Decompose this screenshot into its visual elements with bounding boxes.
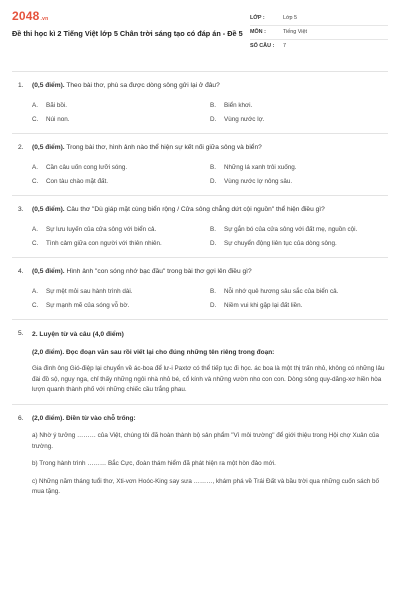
fill-in-items bbox=[12, 431, 388, 497]
meta-row-grade bbox=[250, 12, 388, 26]
logo-main: 2048 bbox=[12, 9, 40, 23]
meta-value: Tiếng Việt bbox=[283, 28, 307, 35]
fill-item-a: a) Nhờ ý tưởng ……… của Việt, chúng tôi đã hoàn thành bộ sản phẩm "Vì môi trường" để giới thiệu trong Hội chợ Xuân của trường. bbox=[32, 432, 380, 450]
answer-option-d[interactable] bbox=[210, 240, 388, 249]
answer-options bbox=[12, 288, 388, 311]
answer-letter: C. bbox=[32, 240, 39, 248]
meta-value: Lớp 5 bbox=[283, 14, 298, 21]
answer-letter: B. bbox=[210, 225, 216, 233]
header-left bbox=[12, 8, 250, 40]
answer-letter: A. bbox=[32, 101, 38, 109]
answer-option-d[interactable] bbox=[210, 116, 388, 125]
question-text bbox=[32, 206, 388, 215]
meta-row-subject bbox=[250, 26, 388, 40]
question-number: 4. bbox=[18, 267, 24, 275]
question-5 bbox=[12, 320, 388, 405]
meta-value: 7 bbox=[283, 43, 286, 50]
question-5-content bbox=[12, 349, 388, 396]
answer-letter: D. bbox=[210, 240, 217, 248]
answer-letter: D. bbox=[210, 178, 217, 186]
answer-option-c[interactable] bbox=[32, 302, 210, 311]
question-number: 1. bbox=[18, 82, 24, 89]
question-number: 2. bbox=[18, 143, 24, 151]
answer-text: Bãi bồi. bbox=[46, 101, 68, 109]
answer-text: Vùng nước lợ. bbox=[224, 116, 265, 124]
question-instruction: (2,0 điểm). Điền từ vào chỗ trống: bbox=[32, 414, 136, 422]
answer-option-c[interactable] bbox=[32, 178, 210, 187]
question-number: 5. bbox=[18, 329, 24, 337]
answer-text: Sự gắn bó của cửa sông với đất mẹ, nguồn cội. bbox=[224, 225, 358, 233]
question-2 bbox=[12, 134, 388, 196]
answer-text: Con tàu chào mặt đất. bbox=[46, 178, 108, 186]
answer-letter: A. bbox=[32, 287, 38, 295]
answer-letter: D. bbox=[210, 302, 217, 310]
question-body: Theo bài thơ, phù sa được dòng sông gửi lại ở đâu? bbox=[64, 82, 220, 89]
answer-option-a[interactable] bbox=[32, 226, 210, 235]
answer-letter: A. bbox=[32, 225, 38, 233]
answer-letter: C. bbox=[32, 302, 39, 310]
answer-letter: D. bbox=[210, 116, 217, 124]
question-points: (0,5 điểm). bbox=[32, 267, 65, 275]
answer-letter: B. bbox=[210, 163, 216, 171]
answer-text: Sự chuyển động liên tục của dòng sông. bbox=[224, 240, 337, 248]
answer-text: Sự mệt mỏi sau hành trình dài. bbox=[46, 287, 133, 295]
question-3 bbox=[12, 196, 388, 258]
answer-text: Vùng nước lợ nông sâu. bbox=[224, 178, 293, 186]
exam-meta bbox=[250, 12, 388, 54]
question-points: (0,5 điểm). bbox=[32, 82, 65, 89]
question-text bbox=[32, 82, 388, 91]
answer-text: Biển khơi. bbox=[224, 101, 253, 109]
answer-option-b[interactable] bbox=[210, 164, 388, 173]
answer-letter: C. bbox=[32, 178, 39, 186]
meta-row-count bbox=[250, 40, 388, 54]
section-heading bbox=[12, 330, 388, 339]
answer-options bbox=[12, 102, 388, 125]
answer-letter: C. bbox=[32, 116, 39, 124]
page-header bbox=[12, 8, 388, 72]
question-1 bbox=[12, 72, 388, 134]
answer-text: Cần câu uốn cong lưỡi sóng. bbox=[46, 163, 128, 171]
page-title: Đề thi học kì 2 Tiếng Việt lớp 5 Chân trời sáng tạo có đáp án - Đề 5 bbox=[12, 29, 243, 39]
answer-text: Những lá xanh trôi xuống. bbox=[224, 163, 297, 171]
answer-option-d[interactable] bbox=[210, 302, 388, 311]
answer-letter: A. bbox=[32, 163, 38, 171]
question-4 bbox=[12, 258, 388, 320]
answer-options bbox=[12, 226, 388, 249]
reading-passage: Gia đình ông Gió-điệp lại chuyển về ác-boa để lư-i Paxtơ có thể tiếp tục đi học. ác boa là một thị trấn nhỏ, không có những lâu đài đồ sộ, nguy nga, chỉ thấy những ngôi nhà nhỏ bé, cổ kính và những vườn nho con con. Dòng sông quy-dăng-xơ hiền hòa lượn quanh thành phố với những chiếc cầu trắng phau. bbox=[32, 365, 385, 394]
question-number: 3. bbox=[18, 205, 24, 213]
question-body: Hình ảnh "con sóng nhớ bạc đầu" trong bài thơ gợi lên điều gì? bbox=[64, 267, 252, 275]
answer-options bbox=[12, 164, 388, 187]
question-text bbox=[32, 268, 388, 277]
question-body: Trong bài thơ, hình ảnh nào thể hiện sự kết nối giữa sông và biển? bbox=[64, 143, 262, 151]
answer-text: Niềm vui khi gặp lại đất liền. bbox=[224, 302, 303, 310]
answer-option-d[interactable] bbox=[210, 178, 388, 187]
answer-option-b[interactable] bbox=[210, 102, 388, 111]
fill-item-b: b) Trong hành trình ……… Bắc Cực, đoàn thám hiểm đã phát hiện ra một hòn đảo mới. bbox=[32, 460, 276, 468]
meta-label: SỐ CÂU : bbox=[250, 43, 275, 50]
answer-option-b[interactable] bbox=[210, 226, 388, 235]
answer-text: Tình cảm giữa con người với thiên nhiên. bbox=[46, 240, 162, 248]
answer-text: Sự mạnh mẽ của sóng vỗ bờ. bbox=[46, 302, 130, 310]
answer-option-b[interactable] bbox=[210, 288, 388, 297]
question-6 bbox=[12, 405, 388, 506]
answer-option-c[interactable] bbox=[32, 116, 210, 125]
question-number: 6. bbox=[18, 414, 24, 422]
logo-suffix: .vn bbox=[40, 16, 49, 22]
question-points: (0,5 điểm). bbox=[32, 205, 65, 213]
question-instruction: (2,0 điểm). Đọc đoạn văn sau rồi viết lại cho đúng những tên riêng trong đoạn: bbox=[32, 348, 275, 356]
meta-label: LỚP : bbox=[250, 14, 265, 21]
fill-item-c: c) Những năm tháng tuổi thơ, Xti-vơn Hoóc-King say sưa ………, khám phá về Trái Đất và bầu trời qua những cuốn sách bố mua tặng. bbox=[32, 477, 380, 495]
meta-label: MÔN : bbox=[250, 28, 266, 35]
section-title: 2. Luyện từ và câu (4,0 điểm) bbox=[32, 330, 124, 338]
answer-text: Nỗi nhớ quê hương sâu sắc của biển cả. bbox=[224, 287, 339, 295]
site-logo[interactable] bbox=[12, 8, 250, 24]
question-text bbox=[32, 144, 388, 153]
answer-option-a[interactable] bbox=[32, 102, 210, 111]
answer-text: Núi non. bbox=[46, 116, 70, 124]
answer-option-a[interactable] bbox=[32, 164, 210, 173]
answer-option-c[interactable] bbox=[32, 240, 210, 249]
answer-letter: B. bbox=[210, 287, 216, 295]
question-points: (0,5 điểm). bbox=[32, 143, 65, 151]
answer-option-a[interactable] bbox=[32, 288, 210, 297]
answer-letter: B. bbox=[210, 101, 216, 109]
question-body: Câu thơ "Dù giáp mặt cùng biển rộng / Cửa sông chẳng dứt cội nguồn" thể hiện điều gì? bbox=[64, 205, 325, 213]
answer-text: Sự lưu luyến của cửa sông với biển cả. bbox=[46, 225, 157, 233]
